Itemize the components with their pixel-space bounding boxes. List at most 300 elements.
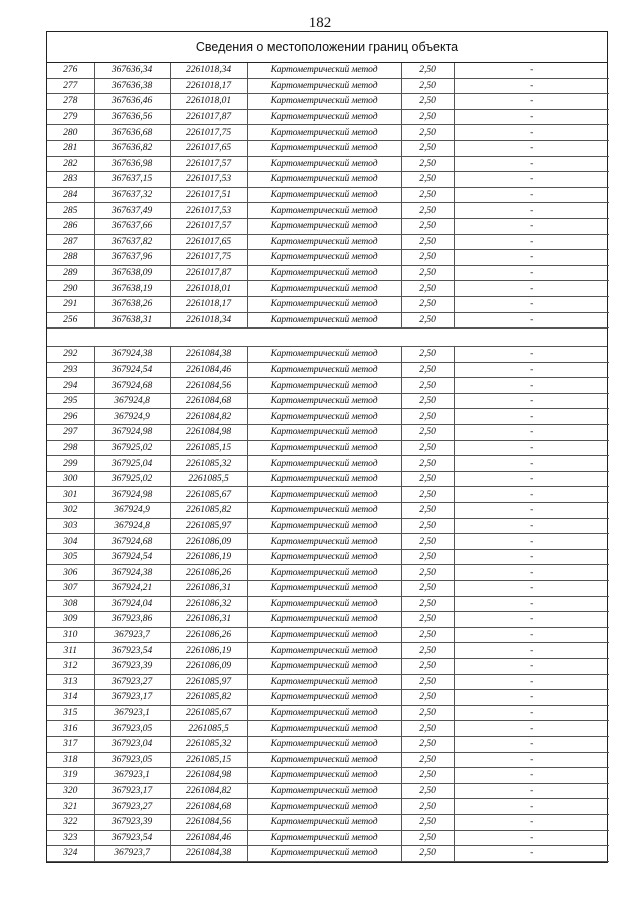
- accuracy-cell: 2,50: [401, 218, 454, 234]
- description-cell: -: [454, 63, 609, 78]
- table-row: [47, 518, 609, 534]
- point-number-cell: 288: [47, 250, 94, 266]
- coordinates-table: [47, 63, 609, 328]
- x-coordinate-cell: 367924,9: [94, 503, 170, 519]
- table-row: [47, 705, 609, 721]
- method-cell: Картометрический метод: [247, 440, 401, 456]
- x-coordinate-cell: 367923,17: [94, 783, 170, 799]
- method-cell: Картометрический метод: [247, 409, 401, 425]
- table-row: [47, 409, 609, 425]
- accuracy-cell: 2,50: [401, 94, 454, 110]
- x-coordinate-cell: 367638,31: [94, 312, 170, 328]
- y-coordinate-cell: 2261084,68: [170, 799, 247, 815]
- x-coordinate-cell: 367923,86: [94, 612, 170, 628]
- accuracy-cell: 2,50: [401, 549, 454, 565]
- table-row: [47, 534, 609, 550]
- y-coordinate-cell: 2261085,32: [170, 456, 247, 472]
- x-coordinate-cell: 367923,39: [94, 658, 170, 674]
- x-coordinate-cell: 367924,68: [94, 534, 170, 550]
- y-coordinate-cell: 2261018,01: [170, 281, 247, 297]
- method-cell: Картометрический метод: [247, 378, 401, 394]
- description-cell: -: [454, 312, 609, 328]
- y-coordinate-cell: 2261017,53: [170, 203, 247, 219]
- accuracy-cell: 2,50: [401, 565, 454, 581]
- point-number-cell: 276: [47, 63, 94, 78]
- table-row: [47, 172, 609, 188]
- point-number-cell: 305: [47, 549, 94, 565]
- description-cell: -: [454, 456, 609, 472]
- point-number-cell: 294: [47, 378, 94, 394]
- accuracy-cell: 2,50: [401, 799, 454, 815]
- point-number-cell: 286: [47, 218, 94, 234]
- point-number-cell: 315: [47, 705, 94, 721]
- method-cell: Картометрический метод: [247, 156, 401, 172]
- x-coordinate-cell: 367923,1: [94, 768, 170, 784]
- accuracy-cell: 2,50: [401, 736, 454, 752]
- y-coordinate-cell: 2261017,65: [170, 140, 247, 156]
- x-coordinate-cell: 367637,32: [94, 187, 170, 203]
- x-coordinate-cell: 367923,17: [94, 690, 170, 706]
- table-row: [47, 218, 609, 234]
- y-coordinate-cell: 2261017,87: [170, 265, 247, 281]
- description-cell: -: [454, 156, 609, 172]
- accuracy-cell: 2,50: [401, 518, 454, 534]
- table-row: [47, 140, 609, 156]
- accuracy-cell: 2,50: [401, 471, 454, 487]
- description-cell: -: [454, 534, 609, 550]
- y-coordinate-cell: 2261017,51: [170, 187, 247, 203]
- point-number-cell: 298: [47, 440, 94, 456]
- description-cell: -: [454, 172, 609, 188]
- method-cell: Картометрический метод: [247, 627, 401, 643]
- x-coordinate-cell: 367923,1: [94, 705, 170, 721]
- point-number-cell: 279: [47, 109, 94, 125]
- method-cell: Картометрический метод: [247, 234, 401, 250]
- method-cell: Картометрический метод: [247, 203, 401, 219]
- point-number-cell: 290: [47, 281, 94, 297]
- accuracy-cell: 2,50: [401, 768, 454, 784]
- description-cell: -: [454, 814, 609, 830]
- description-cell: -: [454, 783, 609, 799]
- coordinates-tables: [47, 63, 607, 862]
- y-coordinate-cell: 2261017,75: [170, 250, 247, 266]
- method-cell: Картометрический метод: [247, 503, 401, 519]
- accuracy-cell: 2,50: [401, 109, 454, 125]
- description-cell: -: [454, 362, 609, 378]
- accuracy-cell: 2,50: [401, 234, 454, 250]
- y-coordinate-cell: 2261084,82: [170, 783, 247, 799]
- coordinates-table: [47, 347, 609, 862]
- point-number-cell: 313: [47, 674, 94, 690]
- method-cell: Картометрический метод: [247, 705, 401, 721]
- method-cell: Картометрический метод: [247, 187, 401, 203]
- description-cell: -: [454, 125, 609, 141]
- table-row: [47, 690, 609, 706]
- point-number-cell: 277: [47, 78, 94, 94]
- accuracy-cell: 2,50: [401, 281, 454, 297]
- y-coordinate-cell: 2261086,31: [170, 612, 247, 628]
- point-number-cell: 289: [47, 265, 94, 281]
- x-coordinate-cell: 367637,96: [94, 250, 170, 266]
- point-number-cell: 306: [47, 565, 94, 581]
- y-coordinate-cell: 2261017,57: [170, 218, 247, 234]
- method-cell: Картометрический метод: [247, 63, 401, 78]
- accuracy-cell: 2,50: [401, 581, 454, 597]
- point-number-cell: 302: [47, 503, 94, 519]
- method-cell: Картометрический метод: [247, 487, 401, 503]
- point-number-cell: 293: [47, 362, 94, 378]
- description-cell: -: [454, 218, 609, 234]
- table-row: [47, 296, 609, 312]
- y-coordinate-cell: 2261085,15: [170, 752, 247, 768]
- description-cell: -: [454, 265, 609, 281]
- description-cell: -: [454, 94, 609, 110]
- point-number-cell: 309: [47, 612, 94, 628]
- method-cell: Картометрический метод: [247, 362, 401, 378]
- point-number-cell: 285: [47, 203, 94, 219]
- table-row: [47, 627, 609, 643]
- table-row: [47, 156, 609, 172]
- accuracy-cell: 2,50: [401, 78, 454, 94]
- description-cell: -: [454, 378, 609, 394]
- table-row: [47, 378, 609, 394]
- x-coordinate-cell: 367924,8: [94, 393, 170, 409]
- method-cell: Картометрический метод: [247, 456, 401, 472]
- method-cell: Картометрический метод: [247, 846, 401, 862]
- description-cell: -: [454, 799, 609, 815]
- point-number-cell: 324: [47, 846, 94, 862]
- y-coordinate-cell: 2261085,67: [170, 705, 247, 721]
- accuracy-cell: 2,50: [401, 627, 454, 643]
- y-coordinate-cell: 2261017,53: [170, 172, 247, 188]
- point-number-cell: 301: [47, 487, 94, 503]
- description-cell: -: [454, 643, 609, 659]
- description-cell: -: [454, 736, 609, 752]
- table-row: [47, 549, 609, 565]
- x-coordinate-cell: 367924,38: [94, 347, 170, 362]
- description-cell: -: [454, 234, 609, 250]
- description-cell: -: [454, 768, 609, 784]
- table-row: [47, 736, 609, 752]
- y-coordinate-cell: 2261084,56: [170, 378, 247, 394]
- accuracy-cell: 2,50: [401, 658, 454, 674]
- description-cell: -: [454, 471, 609, 487]
- x-coordinate-cell: 367637,15: [94, 172, 170, 188]
- x-coordinate-cell: 367924,21: [94, 581, 170, 597]
- x-coordinate-cell: 367638,26: [94, 296, 170, 312]
- table-row: [47, 581, 609, 597]
- method-cell: Картометрический метод: [247, 721, 401, 737]
- y-coordinate-cell: 2261084,38: [170, 347, 247, 362]
- x-coordinate-cell: 367923,05: [94, 752, 170, 768]
- accuracy-cell: 2,50: [401, 312, 454, 328]
- accuracy-cell: 2,50: [401, 409, 454, 425]
- point-number-cell: 295: [47, 393, 94, 409]
- description-cell: -: [454, 140, 609, 156]
- point-number-cell: 300: [47, 471, 94, 487]
- point-number-cell: 310: [47, 627, 94, 643]
- point-number-cell: 297: [47, 425, 94, 441]
- table-row: [47, 830, 609, 846]
- x-coordinate-cell: 367636,38: [94, 78, 170, 94]
- table-row: [47, 846, 609, 862]
- point-number-cell: 292: [47, 347, 94, 362]
- x-coordinate-cell: 367923,54: [94, 643, 170, 659]
- x-coordinate-cell: 367638,09: [94, 265, 170, 281]
- x-coordinate-cell: 367923,7: [94, 627, 170, 643]
- description-cell: -: [454, 830, 609, 846]
- table-row: [47, 265, 609, 281]
- x-coordinate-cell: 367923,7: [94, 846, 170, 862]
- y-coordinate-cell: 2261086,31: [170, 581, 247, 597]
- point-number-cell: 278: [47, 94, 94, 110]
- table-row: [47, 612, 609, 628]
- accuracy-cell: 2,50: [401, 393, 454, 409]
- table-row: [47, 643, 609, 659]
- y-coordinate-cell: 2261017,57: [170, 156, 247, 172]
- method-cell: Картометрический метод: [247, 674, 401, 690]
- accuracy-cell: 2,50: [401, 296, 454, 312]
- table-row: [47, 125, 609, 141]
- group-separator: [47, 328, 607, 347]
- y-coordinate-cell: 2261085,5: [170, 721, 247, 737]
- point-number-cell: 307: [47, 581, 94, 597]
- method-cell: Картометрический метод: [247, 471, 401, 487]
- x-coordinate-cell: 367924,04: [94, 596, 170, 612]
- method-cell: Картометрический метод: [247, 312, 401, 328]
- y-coordinate-cell: 2261084,38: [170, 846, 247, 862]
- method-cell: Картометрический метод: [247, 78, 401, 94]
- table-row: [47, 783, 609, 799]
- y-coordinate-cell: 2261086,19: [170, 549, 247, 565]
- y-coordinate-cell: 2261017,75: [170, 125, 247, 141]
- point-number-cell: 284: [47, 187, 94, 203]
- table-row: [47, 752, 609, 768]
- description-cell: -: [454, 281, 609, 297]
- description-cell: -: [454, 109, 609, 125]
- description-cell: -: [454, 581, 609, 597]
- table-row: [47, 362, 609, 378]
- method-cell: Картометрический метод: [247, 799, 401, 815]
- table-row: [47, 234, 609, 250]
- point-number-cell: 283: [47, 172, 94, 188]
- y-coordinate-cell: 2261086,26: [170, 565, 247, 581]
- point-number-cell: 281: [47, 140, 94, 156]
- point-number-cell: 303: [47, 518, 94, 534]
- method-cell: Картометрический метод: [247, 534, 401, 550]
- table-row: [47, 109, 609, 125]
- point-number-cell: 299: [47, 456, 94, 472]
- y-coordinate-cell: 2261086,09: [170, 534, 247, 550]
- accuracy-cell: 2,50: [401, 503, 454, 519]
- point-number-cell: 312: [47, 658, 94, 674]
- point-number-cell: 311: [47, 643, 94, 659]
- accuracy-cell: 2,50: [401, 487, 454, 503]
- x-coordinate-cell: 367924,68: [94, 378, 170, 394]
- description-cell: -: [454, 347, 609, 362]
- y-coordinate-cell: 2261084,46: [170, 362, 247, 378]
- point-number-cell: 321: [47, 799, 94, 815]
- x-coordinate-cell: 367636,34: [94, 63, 170, 78]
- y-coordinate-cell: 2261084,46: [170, 830, 247, 846]
- accuracy-cell: 2,50: [401, 814, 454, 830]
- description-cell: -: [454, 518, 609, 534]
- y-coordinate-cell: 2261018,34: [170, 63, 247, 78]
- accuracy-cell: 2,50: [401, 674, 454, 690]
- x-coordinate-cell: 367636,56: [94, 109, 170, 125]
- table-row: [47, 565, 609, 581]
- table-row: [47, 799, 609, 815]
- y-coordinate-cell: 2261084,56: [170, 814, 247, 830]
- accuracy-cell: 2,50: [401, 643, 454, 659]
- method-cell: Картометрический метод: [247, 814, 401, 830]
- y-coordinate-cell: 2261084,98: [170, 768, 247, 784]
- table-row: [47, 425, 609, 441]
- table-row: [47, 721, 609, 737]
- point-number-cell: 296: [47, 409, 94, 425]
- x-coordinate-cell: 367923,04: [94, 736, 170, 752]
- x-coordinate-cell: 367924,8: [94, 518, 170, 534]
- accuracy-cell: 2,50: [401, 456, 454, 472]
- method-cell: Картометрический метод: [247, 393, 401, 409]
- table-row: [47, 312, 609, 328]
- point-number-cell: 256: [47, 312, 94, 328]
- table-row: [47, 347, 609, 362]
- x-coordinate-cell: 367925,04: [94, 456, 170, 472]
- method-cell: Картометрический метод: [247, 250, 401, 266]
- table-row: [47, 814, 609, 830]
- accuracy-cell: 2,50: [401, 362, 454, 378]
- description-cell: -: [454, 705, 609, 721]
- point-number-cell: 308: [47, 596, 94, 612]
- point-number-cell: 287: [47, 234, 94, 250]
- accuracy-cell: 2,50: [401, 187, 454, 203]
- method-cell: Картометрический метод: [247, 658, 401, 674]
- description-cell: -: [454, 627, 609, 643]
- description-cell: -: [454, 409, 609, 425]
- table-row: [47, 768, 609, 784]
- y-coordinate-cell: 2261084,68: [170, 393, 247, 409]
- method-cell: Картометрический метод: [247, 565, 401, 581]
- description-cell: -: [454, 187, 609, 203]
- accuracy-cell: 2,50: [401, 596, 454, 612]
- boundary-sheet: [46, 31, 608, 863]
- description-cell: -: [454, 674, 609, 690]
- point-number-cell: 280: [47, 125, 94, 141]
- method-cell: Картометрический метод: [247, 172, 401, 188]
- description-cell: -: [454, 846, 609, 862]
- method-cell: Картометрический метод: [247, 596, 401, 612]
- accuracy-cell: 2,50: [401, 534, 454, 550]
- table-row: [47, 471, 609, 487]
- table-row: [47, 78, 609, 94]
- accuracy-cell: 2,50: [401, 721, 454, 737]
- x-coordinate-cell: 367923,27: [94, 674, 170, 690]
- y-coordinate-cell: 2261017,87: [170, 109, 247, 125]
- y-coordinate-cell: 2261085,97: [170, 518, 247, 534]
- description-cell: -: [454, 612, 609, 628]
- description-cell: -: [454, 503, 609, 519]
- description-cell: -: [454, 250, 609, 266]
- accuracy-cell: 2,50: [401, 156, 454, 172]
- method-cell: Картометрический метод: [247, 109, 401, 125]
- table-row: [47, 281, 609, 297]
- accuracy-cell: 2,50: [401, 612, 454, 628]
- accuracy-cell: 2,50: [401, 172, 454, 188]
- accuracy-cell: 2,50: [401, 752, 454, 768]
- method-cell: Картометрический метод: [247, 140, 401, 156]
- x-coordinate-cell: 367636,82: [94, 140, 170, 156]
- accuracy-cell: 2,50: [401, 347, 454, 362]
- point-number-cell: 291: [47, 296, 94, 312]
- y-coordinate-cell: 2261086,19: [170, 643, 247, 659]
- method-cell: Картометрический метод: [247, 125, 401, 141]
- method-cell: Картометрический метод: [247, 581, 401, 597]
- x-coordinate-cell: 367923,27: [94, 799, 170, 815]
- x-coordinate-cell: 367636,46: [94, 94, 170, 110]
- point-number-cell: 304: [47, 534, 94, 550]
- accuracy-cell: 2,50: [401, 425, 454, 441]
- point-number-cell: 317: [47, 736, 94, 752]
- y-coordinate-cell: 2261084,82: [170, 409, 247, 425]
- accuracy-cell: 2,50: [401, 125, 454, 141]
- method-cell: Картометрический метод: [247, 768, 401, 784]
- point-number-cell: 282: [47, 156, 94, 172]
- accuracy-cell: 2,50: [401, 783, 454, 799]
- accuracy-cell: 2,50: [401, 378, 454, 394]
- accuracy-cell: 2,50: [401, 63, 454, 78]
- x-coordinate-cell: 367637,49: [94, 203, 170, 219]
- table-row: [47, 456, 609, 472]
- table-row: [47, 658, 609, 674]
- method-cell: Картометрический метод: [247, 218, 401, 234]
- x-coordinate-cell: 367638,19: [94, 281, 170, 297]
- description-cell: -: [454, 393, 609, 409]
- x-coordinate-cell: 367636,98: [94, 156, 170, 172]
- description-cell: -: [454, 596, 609, 612]
- point-number-cell: 318: [47, 752, 94, 768]
- y-coordinate-cell: 2261018,17: [170, 78, 247, 94]
- description-cell: -: [454, 690, 609, 706]
- y-coordinate-cell: 2261018,17: [170, 296, 247, 312]
- method-cell: Картометрический метод: [247, 643, 401, 659]
- description-cell: -: [454, 440, 609, 456]
- description-cell: -: [454, 752, 609, 768]
- method-cell: Картометрический метод: [247, 736, 401, 752]
- y-coordinate-cell: 2261017,65: [170, 234, 247, 250]
- table-row: [47, 596, 609, 612]
- x-coordinate-cell: 367636,68: [94, 125, 170, 141]
- y-coordinate-cell: 2261085,5: [170, 471, 247, 487]
- description-cell: -: [454, 565, 609, 581]
- y-coordinate-cell: 2261085,82: [170, 690, 247, 706]
- y-coordinate-cell: 2261018,01: [170, 94, 247, 110]
- accuracy-cell: 2,50: [401, 690, 454, 706]
- y-coordinate-cell: 2261086,09: [170, 658, 247, 674]
- x-coordinate-cell: 367923,05: [94, 721, 170, 737]
- x-coordinate-cell: 367924,9: [94, 409, 170, 425]
- y-coordinate-cell: 2261085,67: [170, 487, 247, 503]
- point-number-cell: 323: [47, 830, 94, 846]
- x-coordinate-cell: 367924,98: [94, 425, 170, 441]
- accuracy-cell: 2,50: [401, 203, 454, 219]
- y-coordinate-cell: 2261085,82: [170, 503, 247, 519]
- x-coordinate-cell: 367924,54: [94, 362, 170, 378]
- x-coordinate-cell: 367924,38: [94, 565, 170, 581]
- table-row: [47, 674, 609, 690]
- table-row: [47, 94, 609, 110]
- description-cell: -: [454, 78, 609, 94]
